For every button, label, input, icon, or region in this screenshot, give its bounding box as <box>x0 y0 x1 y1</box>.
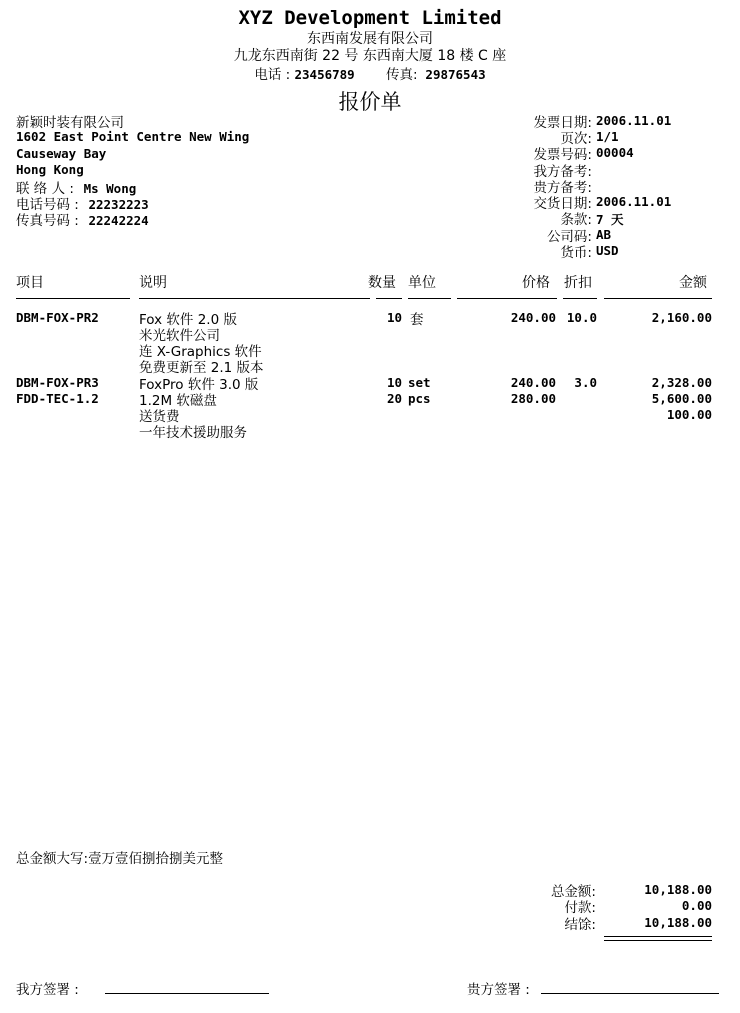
company-name-chinese: 东西南发展有限公司 <box>307 31 433 47</box>
row-unit: pcs <box>408 391 431 406</box>
column-header-price: 价格 <box>522 275 550 291</box>
row-description: 米光软件公司 <box>139 328 220 344</box>
column-divider <box>408 298 451 299</box>
row-item-code: FDD-TEC-1.2 <box>16 391 99 406</box>
column-header-discount: 折扣 <box>564 275 592 291</box>
balance-label: 结馀: <box>564 917 596 933</box>
company-contact-line <box>0 63 740 83</box>
row-quantity: 20 <box>386 391 402 406</box>
customer-name: 新颖时装有限公司 <box>16 115 124 131</box>
amount-in-words <box>16 847 223 867</box>
our-signature-label: 我方签署 : <box>16 982 79 998</box>
row-unit: 套 <box>410 312 424 328</box>
row-amount: 100.00 <box>666 407 712 422</box>
row-description: 免费更新至 2.1 版本 <box>139 360 264 376</box>
row-item-code: DBM-FOX-PR3 <box>16 375 99 390</box>
meta-label: 条款: <box>560 212 592 228</box>
meta-value: 00004 <box>596 145 634 160</box>
amount-in-words-value: 壹万壹佰捌拾捌美元整 <box>88 851 224 867</box>
row-amount: 2,160.00 <box>651 310 712 325</box>
meta-label: 交货日期: <box>533 196 592 212</box>
company-address: 九龙东西南街 22 号 东西南大厦 18 楼 C 座 <box>233 48 507 64</box>
column-divider <box>457 298 557 299</box>
phone-label: 电话 : <box>254 67 295 83</box>
document-title: 报价单 <box>338 90 402 114</box>
double-underline <box>604 940 712 941</box>
row-description: FoxPro 软件 3.0 版 <box>139 377 259 393</box>
column-header-unit: 单位 <box>408 275 436 291</box>
column-divider <box>376 298 402 299</box>
phone-value: 23456789 <box>294 67 355 82</box>
customer-address-line-3: Hong Kong <box>16 162 84 177</box>
row-price: 280.00 <box>510 391 556 406</box>
row-unit: set <box>408 375 431 390</box>
balance-value: 10,188.00 <box>644 915 712 930</box>
contact-label: 联 络 人 : <box>16 181 74 197</box>
meta-value: USD <box>596 243 619 258</box>
company-name-english: XYZ Development Limited <box>238 7 502 29</box>
double-underline <box>604 936 712 937</box>
row-description: 一年技术援助服务 <box>139 425 247 441</box>
contact-value: Ms Wong <box>83 181 137 196</box>
row-item-code: DBM-FOX-PR2 <box>16 310 99 325</box>
meta-value: 1/1 <box>596 129 619 144</box>
meta-label: 发票号码: <box>533 147 592 163</box>
column-header-item: 项目 <box>16 275 44 291</box>
amount-in-words-label: 总金额大写: <box>16 851 89 867</box>
total-label: 总金额: <box>550 884 596 900</box>
column-header-amount: 金额 <box>679 275 707 291</box>
row-quantity: 10 <box>386 310 402 325</box>
customer-fax-label: 传真号码 : <box>16 213 79 229</box>
paid-value: 0.00 <box>681 898 712 913</box>
row-discount: 3.0 <box>574 375 597 390</box>
customer-address-line-2: Causeway Bay <box>16 146 107 161</box>
row-amount: 2,328.00 <box>651 375 712 390</box>
column-divider <box>16 298 130 299</box>
row-price: 240.00 <box>510 310 556 325</box>
meta-value: 7 天 <box>596 212 624 227</box>
meta-value: 2006.11.01 <box>596 113 672 128</box>
customer-fax <box>16 209 149 229</box>
meta-value: 2006.11.01 <box>596 194 672 209</box>
your-signature-label: 贵方签署 : <box>467 982 530 998</box>
paid-label: 付款: <box>564 900 596 916</box>
column-divider <box>604 298 712 299</box>
row-description: Fox 软件 2.0 版 <box>139 312 237 328</box>
column-divider <box>563 298 597 299</box>
meta-label: 贵方备考: <box>533 180 592 196</box>
row-description: 送货费 <box>139 409 180 425</box>
meta-value: AB <box>596 227 612 242</box>
row-description: 连 X-Graphics 软件 <box>139 344 262 360</box>
customer-phone-value: 22232223 <box>88 197 149 212</box>
row-price: 240.00 <box>510 375 556 390</box>
column-header-quantity: 数量 <box>368 275 396 291</box>
row-quantity: 10 <box>386 375 402 390</box>
customer-phone-label: 电话号码 : <box>16 197 79 213</box>
row-amount: 5,600.00 <box>651 391 712 406</box>
column-divider <box>139 298 370 299</box>
customer-address-line-1: 1602 East Point Centre New Wing <box>16 129 250 144</box>
your-signature-line <box>541 993 719 994</box>
fax-label: 传真: <box>386 67 418 83</box>
column-header-description: 说明 <box>139 275 167 291</box>
meta-label: 我方备考: <box>533 164 592 180</box>
row-discount: 10.0 <box>566 310 597 325</box>
row-description: 1.2M 软磁盘 <box>139 393 217 409</box>
our-signature-line <box>105 993 269 994</box>
total-value: 10,188.00 <box>644 882 712 897</box>
meta-label: 页次: <box>560 131 592 147</box>
meta-label: 货币: <box>560 245 592 261</box>
meta-label: 发票日期: <box>533 115 592 131</box>
customer-fax-value: 22242224 <box>88 213 149 228</box>
meta-label: 公司码: <box>546 229 592 245</box>
fax-value: 29876543 <box>425 67 486 82</box>
